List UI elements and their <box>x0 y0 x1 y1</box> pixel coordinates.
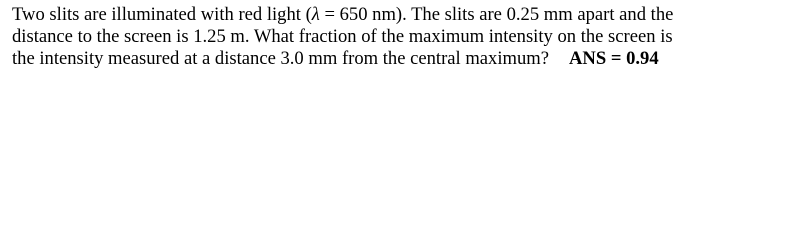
problem-line-3 <box>12 48 802 70</box>
line-3-question: the intensity measured at a distance 3.0 mm from the central maximum? <box>12 48 549 69</box>
answer-text: ANS = 0.94 <box>569 48 659 69</box>
problem-text <box>12 4 802 70</box>
problem-line-1 <box>12 4 802 26</box>
lambda-symbol: λ <box>311 4 320 25</box>
line-1-end: = 650 nm). The slits are 0.25 mm apart and the <box>319 4 674 25</box>
line-1-start: Two slits are illuminated with red light ( <box>12 4 312 25</box>
problem-line-2: distance to the screen is 1.25 m. What fraction of the maximum intensity on the screen is <box>12 26 673 47</box>
